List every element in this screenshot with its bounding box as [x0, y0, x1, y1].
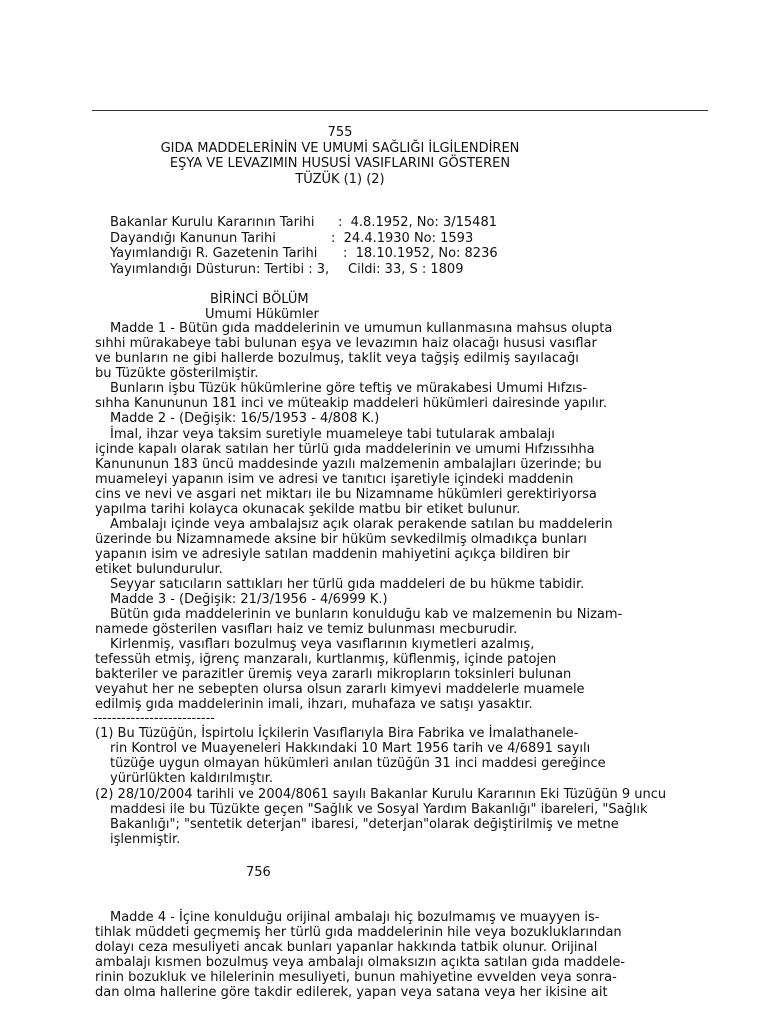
section-heading: Umumi Hükümler [205, 307, 319, 322]
text-line: ve bunların ne gibi hallerde bozulmuş, taklit veya tağşiş edilmiş sayılacağı [95, 351, 579, 366]
text-line: muameleyi yapanın isim ve adresi ve tanıtıcı işaretiyle içindeki maddenin [95, 472, 574, 487]
text-line: veyahut her ne sebepten olursa olsun zararlı kimyevi maddelerle muamele [95, 682, 585, 697]
footnote-separator: -------------------------- [93, 711, 215, 726]
text-line: Kanununun 183 üncü maddesinde yazılı malzemenin ambalajları üzerinde; bu [95, 457, 602, 472]
text-line: namede gösterilen vasıfları haiz ve temiz bulunması mecburudir. [95, 622, 518, 637]
text-line: dan olma hallerine göre takdir edilerek, yapan veya satana veya her ikisine ait [95, 985, 608, 1000]
text-line: dolayı ceza mesuliyeti ancak bunları yapanlar hakkında tatbik olunur. Orijinal [95, 940, 598, 955]
page-number: 755 [327, 125, 353, 140]
text-line: bu Tüzükte gösterilmiştir. [95, 366, 259, 381]
text-line: tihlak müddeti geçmemiş her türlü gıda maddelerinin hile veya bozukluklarından [95, 925, 622, 940]
info-label: Dayandığı Kanunun Tarihi [110, 231, 276, 246]
text-line: yapılma tarihi kolayca okunacak şekilde matbu bir etiket bulunur. [95, 502, 521, 517]
page-number-2: 756 [246, 865, 271, 880]
text-line: cins ve nevi ve asgari net miktarı ile bu Nizamname hükümleri gerektiriyorsa [95, 487, 597, 502]
title-line-1: GIDA MADDELERİNİN VE UMUMİ SAĞLIĞI İLGİLENDİREN [160, 141, 520, 156]
text-line: üzerinde bu Nizamnamede aksine bir hüküm sevkedilmiş olmadıkça bunları [95, 532, 587, 547]
text-line: sıhhi mürakabeye tabi bulunan eşya ve levazımın haiz olacağı hususi vasıflar [95, 336, 597, 351]
footnote-line: tüzüğe uygun olmayan hükümleri anılan tüzüğün 31 inci maddesi gereğince [110, 756, 606, 771]
footnote-line: işlenmiştir. [110, 832, 181, 847]
footnote-line: maddesi ile bu Tüzükte geçen "Sağlık ve Sosyal Yardım Bakanlığı" ibareleri, "Sağlık [110, 802, 648, 817]
text-line: Ambalajı içinde veya ambalajsız açık olarak perakende satılan bu maddelerin [110, 517, 613, 532]
text-line: Madde 3 - (Değişik: 21/3/1956 - 4/6999 K.) [110, 592, 388, 607]
text-line: ambalajı kısmen bozulmuş veya ambalajı olmaksızın açıkta satılan gıda maddele- [95, 955, 626, 970]
info-label: Yayımlandığı Düsturun: Tertibi : 3, [110, 262, 330, 277]
text-line: sıhha Kanununun 181 inci ve müteakip maddeleri hükümleri dairesinde yapılır. [95, 396, 607, 411]
info-label: Bakanlar Kurulu Kararının Tarihi [110, 215, 315, 230]
title-line-3: TÜZÜK (1) (2) [295, 172, 385, 187]
info-value: Cildi: 33, S : 1809 [348, 262, 464, 277]
footnote-line: yürürlükten kaldırılmıştır. [110, 771, 274, 786]
chapter-heading: BİRİNCİ BÖLÜM [210, 292, 309, 307]
text-line: Bütün gıda maddelerinin ve bunların konulduğu kab ve malzemenin bu Nizam- [110, 607, 623, 622]
info-value: : 18.10.1952, No: 8236 [343, 246, 498, 261]
footnote-line: rin Kontrol ve Muayeneleri Hakkındaki 10 Mart 1956 tarih ve 4/6891 sayılı [110, 741, 591, 756]
text-line: Bunların işbu Tüzük hükümlerine göre teftiş ve mürakabesi Umumi Hıfzıs- [110, 381, 588, 396]
text-line: bakteriler ve parazitler üremiş veya zararlı mikropların toksinleri bulunan [95, 667, 572, 682]
text-line: içinde kapalı olarak satılan her türlü gıda maddelerinin ve umumi Hıfzıssıhha [95, 442, 595, 457]
top-rule [92, 110, 708, 111]
footnote-line: (1) Bu Tüzüğün, İspirtolu İçkilerin Vasıflarıyla Bira Fabrika ve İmalathanele- [95, 726, 579, 741]
text-line: edilmiş gıda maddelerinin imali, ihzarı, muhafaza ve satışı yasaktır. [95, 697, 533, 712]
text-line: rinin bozukluk ve hilelerinin mesuliyeti, bunun mahiyetine evvelden veya sonra- [95, 970, 617, 985]
text-line: Kirlenmiş, vasıfları bozulmuş veya vasıflarının kıymetleri azalmış, [110, 637, 535, 652]
text-line: etiket bulundurulur. [95, 562, 223, 577]
info-label: Yayımlandığı R. Gazetenin Tarihi [110, 246, 318, 261]
title-line-2: EŞYA VE LEVAZIMIN HUSUSİ VASIFLARINI GÖSTEREN [169, 156, 511, 171]
text-line: Madde 2 - (Değişik: 16/5/1953 - 4/808 K.) [110, 411, 380, 426]
text-line: Seyyar satıcıların sattıkları her türlü gıda maddeleri de bu hükme tabidir. [110, 577, 585, 592]
text-line: Madde 4 - İçine konulduğu orijinal ambalajı hiç bozulmamış ve muayyen is- [110, 910, 600, 925]
text-line: yapanın isim ve adresiyle satılan maddenin mahiyetini açıkça bildiren bir [95, 547, 570, 562]
footnote-line: Bakanlığı"; "sentetik deterjan" ibaresi, "deterjan"olarak değiştirilmiş ve metne [110, 817, 619, 832]
info-value: : 4.8.1952, No: 3/15481 [338, 215, 497, 230]
text-line: tefessüh etmiş, iğrenç manzaralı, kurtlanmış, küflenmiş, içinde patojen [95, 652, 557, 667]
info-value: : 24.4.1930 No: 1593 [331, 231, 474, 246]
text-line: Madde 1 - Bütün gıda maddelerinin ve umumun kullanmasına mahsus olupta [110, 321, 613, 336]
text-line: İmal, ihzar veya taksim suretiyle muameleye tabi tutularak ambalajı [110, 427, 555, 442]
footnote-line: (2) 28/10/2004 tarihli ve 2004/8061 sayılı Bakanlar Kurulu Kararının Eki Tüzüğün 9 uncu [95, 787, 667, 802]
